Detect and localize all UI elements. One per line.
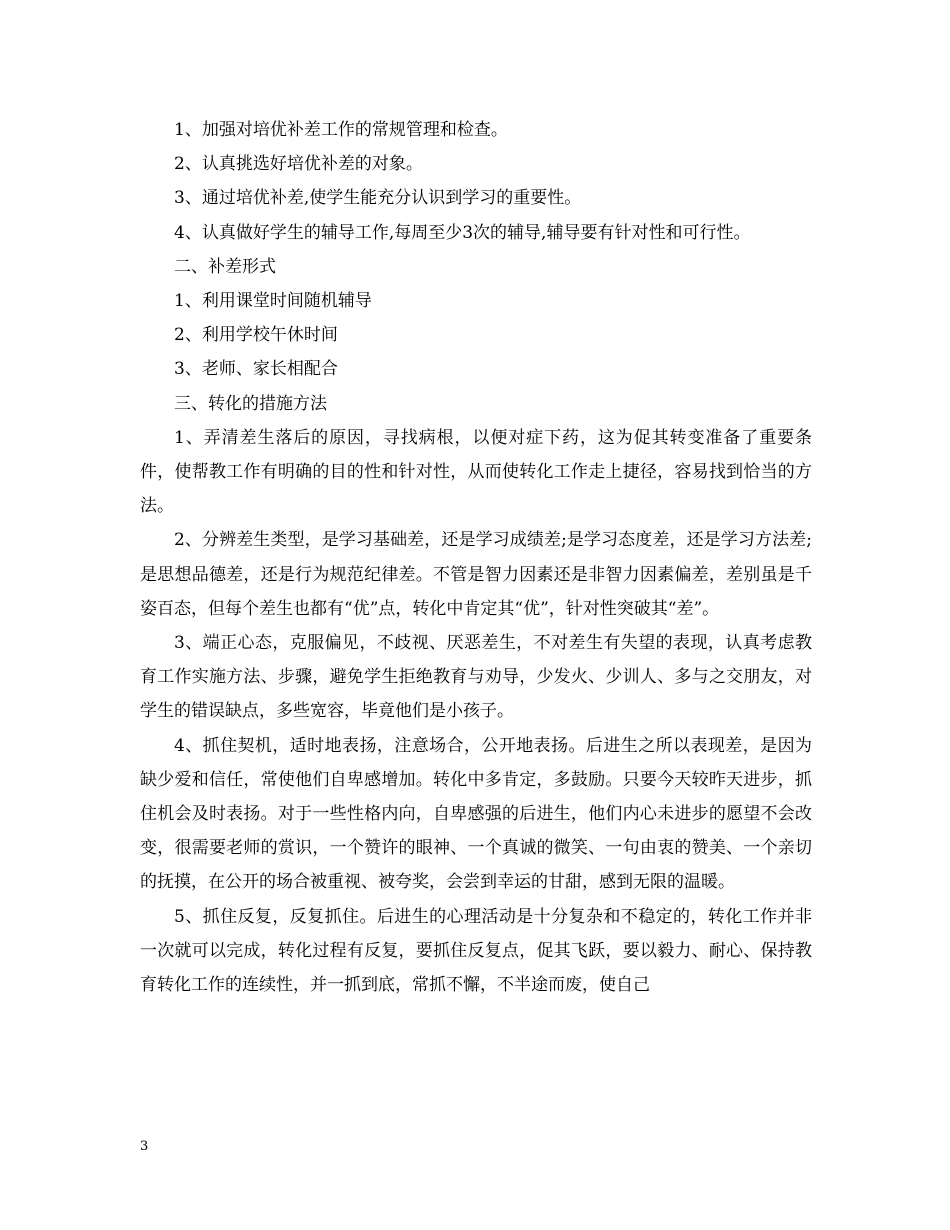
document-body — [140, 113, 812, 1002]
section-heading-supplement-forms: 二、补差形式 — [174, 256, 276, 277]
paragraph-1: 1、加强对培优补差工作的常规管理和检查。 — [174, 120, 508, 140]
paragraph-2: 2、认真挑选好培优补差的对象。 — [174, 154, 423, 175]
paragraph-3: 3、通过培优补差,使学生能充分认识到学习的重要性。 — [174, 188, 582, 209]
paragraph-8: 3、老师、家长相配合 — [174, 359, 338, 380]
page-number: 3 — [140, 1139, 149, 1154]
paragraph-7: 2、利用学校午休时间 — [174, 325, 338, 346]
section-heading-conversion-methods: 三、转化的措施方法 — [174, 393, 327, 414]
paragraph-14: 5、抓住反复，反复抓住。后进生的心理活动是十分复杂和不稳定的，转化工作并非一次就可以完成，转化过程有反复，要抓住反复点，促其飞跃，要以毅力、耐心、保持教育转化工作的连续性，并一抓到底，常抓不懈，不半途而废，使自己 — [140, 906, 812, 996]
paragraph-12: 3、端正心态，克服偏见，不歧视、厌恶差生，不对差生有失望的表现，认真考虑教育工作实施方法、步骤，避免学生拒绝教育与劝导，少发火、少训人、多与之交朋友，对学生的错误缺点，多些宽容，毕竟他们是小孩子。 — [140, 633, 812, 722]
paragraph-11: 2、分辨差生类型，是学习基础差，还是学习成绩差;是学习态度差，还是学习方法差;是思想品德差，还是行为规范纪律差。不管是智力因素还是非智力因素偏差，差别虽是千姿百态，但每个差生也都有“优”点，转化中肯定其“优”，针对性突破其“差”。 — [140, 530, 812, 619]
paragraph-13: 4、抓住契机，适时地表扬，注意场合，公开地表扬。后进生之所以表现差，是因为缺少爱和信任，常使他们自卑感增加。转化中多肯定，多鼓励。只要今天较昨天进步，抓住机会及时表扬。对于一些性格内向，自卑感强的后进生，他们内心未进步的愿望不会改变，很需要老师的赏识，一个赞许的眼神、一个真诚的微笑、一句由衷的赞美、一个亲切的抚摸，在公开的场合被重视、被夸奖，会尝到幸运的甘甜，感到无限的温暖。 — [140, 735, 812, 893]
paragraph-10: 1、弄清差生落后的原因，寻找病根，以便对症下药，这为促其转变准备了重要条件，使帮教工作有明确的目的性和针对性，从而使转化工作走上捷径，容易找到恰当的方法。 — [140, 427, 812, 517]
paragraph-6: 1、利用课堂时间随机辅导 — [174, 291, 372, 312]
paragraph-4: 4、认真做好学生的辅导工作,每周至少3次的辅导,辅导要有针对性和可行性。 — [174, 222, 751, 243]
